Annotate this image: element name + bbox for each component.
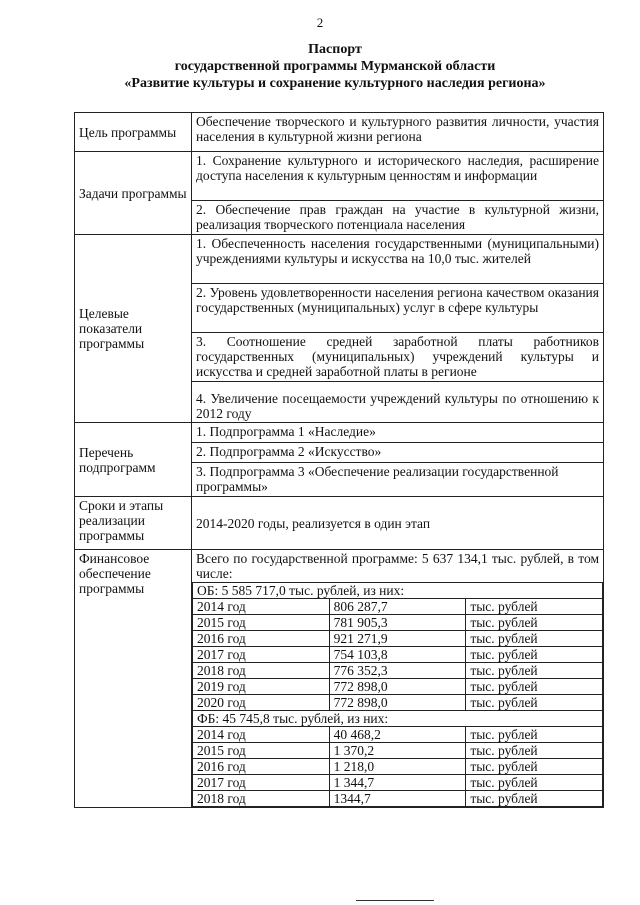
ob-amount: 921 271,9 bbox=[329, 631, 466, 647]
fb-amount: 1 370,2 bbox=[329, 743, 466, 759]
ob-row bbox=[193, 599, 603, 615]
indicator-item-3: 3. Соотношение средней заработной платы работников государственных (муниципальных) учреждений культуры и искусства и средней заработной платы в регионе bbox=[192, 333, 604, 382]
task-item-2: 2. Обеспечение прав граждан на участие в культурной жизни, реализация творческого потенциала населения bbox=[192, 201, 604, 235]
fb-year: 2017 год bbox=[193, 775, 330, 791]
ob-year: 2017 год bbox=[193, 647, 330, 663]
ob-unit: тыс. рублей bbox=[466, 663, 603, 679]
passport-table bbox=[74, 112, 604, 808]
ob-amount: 806 287,7 bbox=[329, 599, 466, 615]
ob-row bbox=[193, 615, 603, 631]
terms-text: 2014-2020 годы, реализуется в один этап bbox=[192, 497, 604, 550]
fb-row bbox=[193, 759, 603, 775]
subprograms-label: Перечень подпрограмм bbox=[75, 423, 192, 497]
ob-unit: тыс. рублей bbox=[466, 599, 603, 615]
subprogram-item-1: 1. Подпрограмма 1 «Наследие» bbox=[192, 423, 604, 443]
ob-year: 2018 год bbox=[193, 663, 330, 679]
fb-year: 2016 год bbox=[193, 759, 330, 775]
terms-row bbox=[75, 497, 604, 550]
ob-amount: 754 103,8 bbox=[329, 647, 466, 663]
fb-row bbox=[193, 743, 603, 759]
title-line-3: «Развитие культуры и сохранение культурного наследия региона» bbox=[124, 76, 546, 91]
ob-header-row bbox=[193, 583, 603, 599]
fb-row bbox=[193, 775, 603, 791]
indicator-item-1: 1. Обеспеченность населения государственными (муниципальными) учреждениями культуры и искусства на 10,0 тыс. жителей bbox=[192, 235, 604, 284]
ob-unit: тыс. рублей bbox=[466, 695, 603, 711]
indicator-item-4: 4. Увеличение посещаемости учреждений культуры по отношению к 2012 году bbox=[192, 382, 604, 423]
tasks-row-1 bbox=[75, 152, 604, 201]
document-title bbox=[40, 41, 630, 92]
fb-header-row bbox=[193, 711, 603, 727]
fb-unit: тыс. рублей bbox=[466, 743, 603, 759]
ob-row bbox=[193, 631, 603, 647]
indicators-row-1 bbox=[75, 235, 604, 284]
goal-label: Цель программы bbox=[75, 113, 192, 152]
indicator-item-2: 2. Уровень удовлетворенности населения региона качеством оказания государственных (муниципальных) услуг в сфере культуры bbox=[192, 284, 604, 333]
title-line-2: государственной программы Мурманской области bbox=[174, 59, 496, 74]
subprogram-item-3: 3. Подпрограмма 3 «Обеспечение реализации государственной программы» bbox=[192, 463, 604, 497]
ob-year: 2019 год bbox=[193, 679, 330, 695]
title-line-1: Паспорт bbox=[308, 42, 362, 57]
ob-amount: 772 898,0 bbox=[329, 695, 466, 711]
ob-year: 2016 год bbox=[193, 631, 330, 647]
finance-total: Всего по государственной программе: 5 637 134,1 тыс. рублей, в том числе: bbox=[196, 551, 599, 581]
fb-unit: тыс. рублей bbox=[466, 727, 603, 743]
finance-cell bbox=[192, 550, 604, 808]
subprogram-item-2: 2. Подпрограмма 2 «Искусство» bbox=[192, 443, 604, 463]
fb-amount: 1344,7 bbox=[329, 791, 466, 807]
finance-table bbox=[192, 582, 603, 807]
finance-label: Финансовое обеспечение программы bbox=[75, 550, 192, 808]
ob-unit: тыс. рублей bbox=[466, 647, 603, 663]
fb-unit: тыс. рублей bbox=[466, 775, 603, 791]
ob-amount: 772 898,0 bbox=[329, 679, 466, 695]
finance-row bbox=[75, 550, 604, 808]
fb-year: 2014 год bbox=[193, 727, 330, 743]
goal-text: Обеспечение творческого и культурного развития личности, участия населения в культурной жизни региона bbox=[192, 113, 604, 152]
ob-unit: тыс. рублей bbox=[466, 615, 603, 631]
ob-row bbox=[193, 695, 603, 711]
ob-unit: тыс. рублей bbox=[466, 679, 603, 695]
fb-unit: тыс. рублей bbox=[466, 791, 603, 807]
fb-amount: 1 218,0 bbox=[329, 759, 466, 775]
fb-row bbox=[193, 727, 603, 743]
fb-amount: 40 468,2 bbox=[329, 727, 466, 743]
ob-amount: 781 905,3 bbox=[329, 615, 466, 631]
ob-year: 2014 год bbox=[193, 599, 330, 615]
ob-row bbox=[193, 679, 603, 695]
fb-unit: тыс. рублей bbox=[466, 759, 603, 775]
indicators-label: Целевые показатели программы bbox=[75, 235, 192, 423]
fb-amount: 1 344,7 bbox=[329, 775, 466, 791]
ob-row bbox=[193, 663, 603, 679]
subprograms-row-1 bbox=[75, 423, 604, 443]
ob-amount: 776 352,3 bbox=[329, 663, 466, 679]
footer-line bbox=[356, 900, 434, 901]
tasks-label: Задачи программы bbox=[75, 152, 192, 235]
goal-row bbox=[75, 113, 604, 152]
ob-year: 2015 год bbox=[193, 615, 330, 631]
ob-unit: тыс. рублей bbox=[466, 631, 603, 647]
ob-year: 2020 год bbox=[193, 695, 330, 711]
task-item-1: 1. Сохранение культурного и исторического наследия, расширение доступа населения к культурным ценностям и информации bbox=[192, 152, 604, 201]
fb-year: 2015 год bbox=[193, 743, 330, 759]
fb-header: ФБ: 45 745,8 тыс. рублей, из них: bbox=[193, 711, 603, 727]
fb-row bbox=[193, 791, 603, 807]
ob-row bbox=[193, 647, 603, 663]
terms-label: Сроки и этапы реализации программы bbox=[75, 497, 192, 550]
ob-header: ОБ: 5 585 717,0 тыс. рублей, из них: bbox=[193, 583, 603, 599]
fb-year: 2018 год bbox=[193, 791, 330, 807]
page-number: 2 bbox=[316, 15, 324, 30]
